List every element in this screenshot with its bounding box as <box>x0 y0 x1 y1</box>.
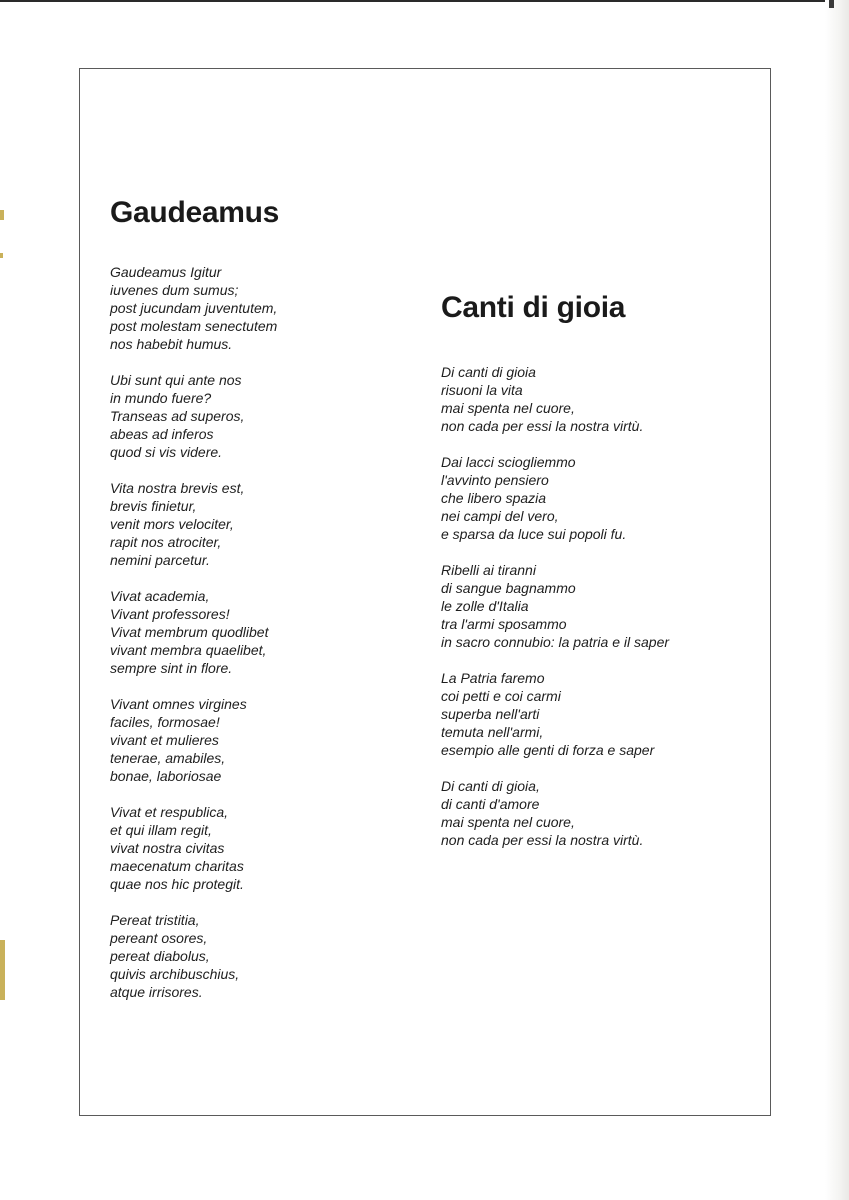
lyric-line: Dai lacci sciogliemmo <box>441 454 576 470</box>
lyric-line: bonae, laboriosae <box>110 768 222 784</box>
stanza <box>441 363 761 435</box>
lyric-line: temuta nell'armi, <box>441 724 544 740</box>
lyric-line: e sparsa da luce sui popoli fu. <box>441 526 627 542</box>
lyric-line: Vivat et respublica, <box>110 804 229 820</box>
lyric-line: Transeas ad superos, <box>110 408 245 424</box>
lyric-line: quae nos hic protegit. <box>110 876 244 892</box>
lyric-line: tra l'armi sposammo <box>441 616 567 632</box>
lyric-line: abeas ad inferos <box>110 426 214 442</box>
lyric-line: Vivat academia, <box>110 588 210 604</box>
stanza <box>110 803 410 893</box>
lyric-line: Pereat tristitia, <box>110 912 200 928</box>
lyric-line: nos habebit humus. <box>110 336 233 352</box>
lyric-line: Vivat membrum quodlibet <box>110 624 269 640</box>
lyric-line: atque irrisores. <box>110 984 203 1000</box>
lyric-line: quod si vis videre. <box>110 444 223 460</box>
lyric-line: Vita nostra brevis est, <box>110 480 245 496</box>
stanza <box>441 669 761 759</box>
lyric-line: non cada per essi la nostra virtù. <box>441 418 644 434</box>
lyric-line: Ubi sunt qui ante nos <box>110 372 242 388</box>
stanza <box>110 371 410 461</box>
lyric-line: post molestam senectutem <box>110 318 278 334</box>
stanza <box>441 777 761 849</box>
title-gaudeamus: Gaudeamus <box>110 196 280 229</box>
lyric-line: pereat diabolus, <box>110 948 210 964</box>
lyric-line: l'avvinto pensiero <box>441 472 549 488</box>
margin-mark <box>0 210 4 220</box>
scan-edge-spot <box>829 0 834 8</box>
lyric-line: pereant osores, <box>110 930 208 946</box>
stanza <box>441 561 761 651</box>
lyric-line: le zolle d'Italia <box>441 598 529 614</box>
canti-di-gioia-lyrics <box>441 363 761 867</box>
lyric-line: di sangue bagnammo <box>441 580 576 596</box>
lyric-line: risuoni la vita <box>441 382 523 398</box>
scan-right-edge <box>825 0 849 1200</box>
lyric-line: in mundo fuere? <box>110 390 212 406</box>
lyric-line: Vivant omnes virgines <box>110 696 247 712</box>
margin-mark <box>0 253 3 258</box>
lyric-line: post jucundam juventutem, <box>110 300 278 316</box>
lyric-line: Di canti di gioia <box>441 364 536 380</box>
lyric-line: coi petti e coi carmi <box>441 688 561 704</box>
lyric-line: iuvenes dum sumus; <box>110 282 239 298</box>
gaudeamus-lyrics <box>110 263 410 1019</box>
lyric-line: quivis archibuschius, <box>110 966 240 982</box>
lyric-line: nei campi del vero, <box>441 508 559 524</box>
lyric-line: rapit nos atrociter, <box>110 534 222 550</box>
lyric-line: tenerae, amabiles, <box>110 750 226 766</box>
lyric-line: vivant membra quaelibet, <box>110 642 267 658</box>
lyric-line: maecenatum charitas <box>110 858 244 874</box>
margin-mark <box>0 940 5 1000</box>
lyric-line: brevis finietur, <box>110 498 197 514</box>
lyric-line: Di canti di gioia, <box>441 778 540 794</box>
lyric-line: Ribelli ai tiranni <box>441 562 536 578</box>
lyric-line: Vivant professores! <box>110 606 230 622</box>
lyric-line: di canti d'amore <box>441 796 540 812</box>
stanza <box>110 587 410 677</box>
lyric-line: mai spenta nel cuore, <box>441 814 575 830</box>
lyric-line: La Patria faremo <box>441 670 545 686</box>
stanza <box>441 453 761 543</box>
title-canti-di-gioia: Canti di gioia <box>441 291 626 324</box>
scan-top-edge <box>0 0 849 2</box>
lyric-line: in sacro connubio: la patria e il saper <box>441 634 670 650</box>
lyric-line: faciles, formosae! <box>110 714 220 730</box>
lyric-line: Gaudeamus Igitur <box>110 264 222 280</box>
lyric-line: che libero spazia <box>441 490 547 506</box>
lyric-line: et qui illam regit, <box>110 822 212 838</box>
lyric-line: esempio alle genti di forza e saper <box>441 742 655 758</box>
lyric-line: vivant et mulieres <box>110 732 219 748</box>
lyric-line: mai spenta nel cuore, <box>441 400 575 416</box>
lyric-line: non cada per essi la nostra virtù. <box>441 832 644 848</box>
stanza <box>110 263 410 353</box>
stanza <box>110 695 410 785</box>
lyric-line: vivat nostra civitas <box>110 840 225 856</box>
stanza <box>110 479 410 569</box>
lyric-line: superba nell'arti <box>441 706 540 722</box>
lyric-line: venit mors velociter, <box>110 516 234 532</box>
lyric-line: nemini parcetur. <box>110 552 210 568</box>
lyric-line: sempre sint in flore. <box>110 660 233 676</box>
stanza <box>110 911 410 1001</box>
